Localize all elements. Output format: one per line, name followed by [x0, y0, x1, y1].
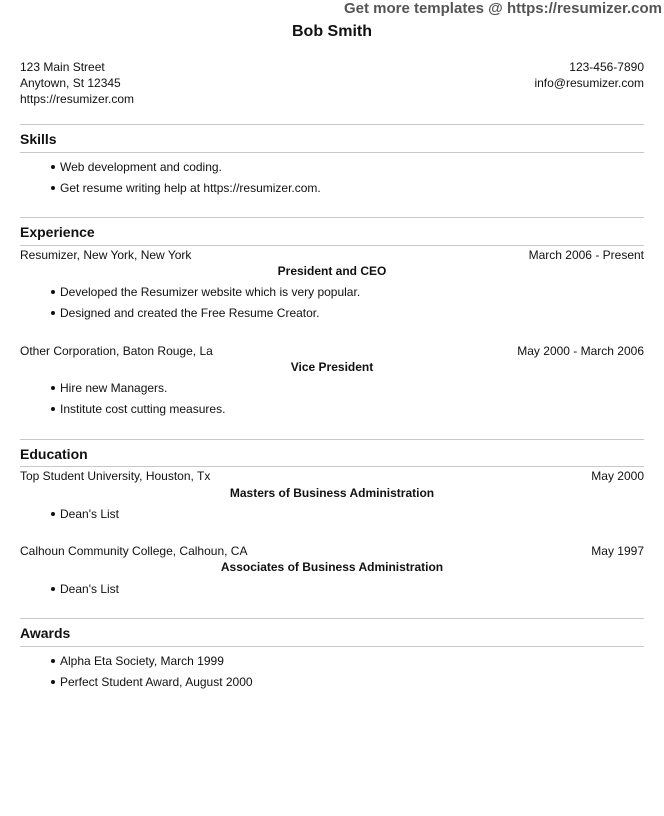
school-org: Top Student University, Houston, Tx — [20, 469, 211, 483]
degree-title: Masters of Business Administration — [229, 486, 435, 500]
job-org: Other Corporation, Baton Rouge, La — [20, 344, 213, 358]
section-title-awards: Awards — [20, 625, 71, 641]
degree-title: Associates of Business Administration — [220, 560, 444, 574]
phone-number: 123-456-7890 — [569, 60, 644, 74]
school-dates: May 2000 — [591, 469, 644, 483]
section-title-education: Education — [20, 446, 88, 462]
list-item: Dean's List — [42, 506, 119, 527]
job-org: Resumizer, New York, New York — [20, 248, 192, 262]
list-item: Perfect Student Award, August 2000 — [42, 674, 253, 695]
divider — [20, 618, 644, 619]
contact-left — [20, 59, 134, 107]
job-title: Vice President — [290, 360, 374, 374]
email-address[interactable]: info@resumizer.com — [534, 76, 644, 90]
list-item: Dean's List — [42, 581, 119, 602]
school-bullets — [42, 506, 119, 527]
list-item: Alpha Eta Society, March 1999 — [42, 653, 253, 674]
job-bullets — [42, 284, 360, 326]
contact-right — [534, 59, 644, 91]
list-item: Hire new Managers. — [42, 380, 225, 401]
list-item: Designed and created the Free Resume Creator. — [42, 305, 360, 326]
divider — [20, 466, 644, 467]
list-item: Institute cost cutting measures. — [42, 401, 225, 422]
address-line-1: 123 Main Street — [20, 60, 105, 74]
list-item: Developed the Resumizer website which is very popular. — [42, 284, 360, 305]
job-dates: March 2006 - Present — [528, 248, 644, 262]
divider — [20, 439, 644, 440]
website-link[interactable]: https://resumizer.com — [20, 92, 135, 106]
list-item: Web development and coding. — [42, 159, 321, 180]
skills-list — [42, 159, 321, 201]
divider — [20, 152, 644, 153]
templates-banner-link[interactable]: Get more templates @ https://resumizer.com — [343, 0, 662, 17]
divider — [20, 646, 644, 647]
school-org: Calhoun Community College, Calhoun, CA — [20, 544, 248, 558]
awards-list — [42, 653, 253, 695]
school-dates: May 1997 — [591, 544, 644, 558]
list-item: Get resume writing help at https://resumizer.com. — [42, 180, 321, 201]
school-bullets — [42, 581, 119, 602]
school-header — [20, 543, 644, 559]
job-title: President and CEO — [277, 264, 387, 278]
job-header — [20, 343, 644, 359]
job-header — [20, 247, 644, 263]
divider — [20, 245, 644, 246]
divider — [20, 124, 644, 125]
section-title-skills: Skills — [20, 131, 57, 147]
section-title-experience: Experience — [20, 224, 95, 240]
job-dates: May 2000 - March 2006 — [517, 344, 644, 358]
divider — [20, 217, 644, 218]
resume-name: Bob Smith — [292, 23, 372, 40]
address-line-2: Anytown, St 12345 — [20, 76, 121, 90]
school-header — [20, 468, 644, 484]
job-bullets — [42, 380, 225, 422]
